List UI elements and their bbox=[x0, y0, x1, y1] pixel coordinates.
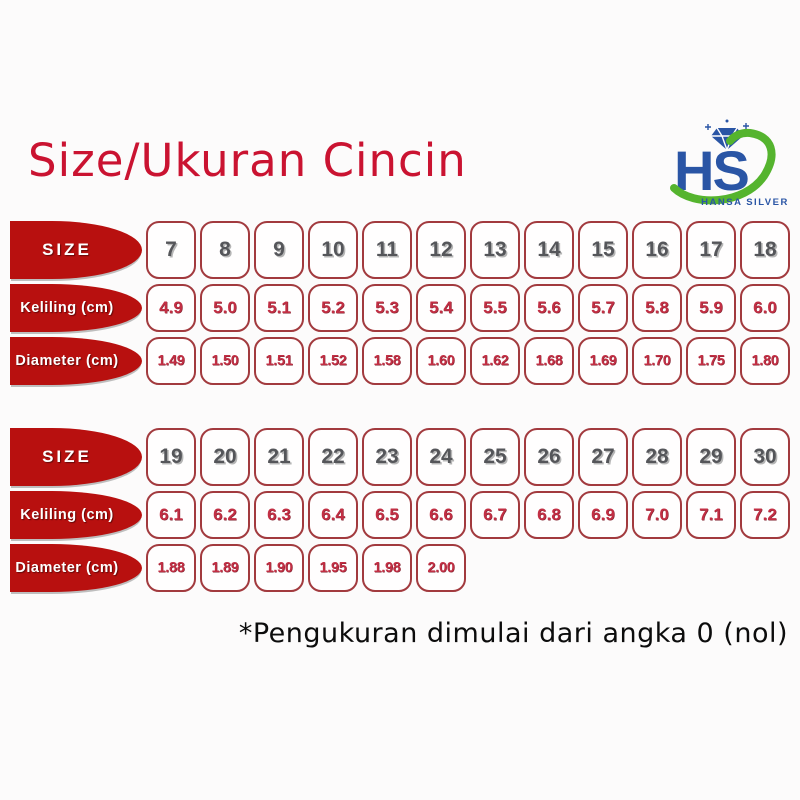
table-cell-diam: 1.58 bbox=[362, 337, 412, 385]
table-cell-kel: 6.1 bbox=[146, 491, 196, 539]
table-cell-kel: 7.1 bbox=[686, 491, 736, 539]
hansa-silver-logo-graphic bbox=[664, 112, 792, 216]
table-cell-size: 21 bbox=[254, 428, 304, 486]
table-cell-kel: 5.1 bbox=[254, 284, 304, 332]
size-table-2 bbox=[10, 428, 794, 597]
table-cell-diam: 1.95 bbox=[308, 544, 358, 592]
table-cell-kel: 6.6 bbox=[416, 491, 466, 539]
table-cell-kel: 6.7 bbox=[470, 491, 520, 539]
table-row-kel bbox=[10, 491, 794, 539]
table-cell-diam: 1.98 bbox=[362, 544, 412, 592]
table-cell-kel: 4.9 bbox=[146, 284, 196, 332]
table-cell-size: 13 bbox=[470, 221, 520, 279]
table-row-diam bbox=[10, 544, 794, 592]
table-row-size bbox=[10, 428, 794, 486]
table-cell-kel: 7.0 bbox=[632, 491, 682, 539]
table-cell-kel: 6.9 bbox=[578, 491, 628, 539]
table-row-diam bbox=[10, 337, 794, 385]
table-cell-kel: 6.0 bbox=[740, 284, 790, 332]
table-cell-kel: 5.4 bbox=[416, 284, 466, 332]
table-cell-size: 10 bbox=[308, 221, 358, 279]
table-cell-size: 26 bbox=[524, 428, 574, 486]
table-cell-size: 16 bbox=[632, 221, 682, 279]
page-title: Size/Ukuran Cincin bbox=[28, 134, 467, 187]
table-cell-size: 24 bbox=[416, 428, 466, 486]
table-cell-kel: 6.5 bbox=[362, 491, 412, 539]
table-cell-kel: 6.2 bbox=[200, 491, 250, 539]
table-cell-diam: 1.62 bbox=[470, 337, 520, 385]
table-cell-kel: 5.0 bbox=[200, 284, 250, 332]
table-cell-size: 20 bbox=[200, 428, 250, 486]
hansa-silver-logo bbox=[664, 112, 792, 216]
table-cell-kel: 5.2 bbox=[308, 284, 358, 332]
row-label-size: SIZE bbox=[10, 428, 142, 486]
table-cell-diam: 1.49 bbox=[146, 337, 196, 385]
table-row-kel bbox=[10, 284, 794, 332]
logo-wordmark: HANSA SILVER bbox=[701, 197, 789, 208]
table-cell-diam: 1.80 bbox=[740, 337, 790, 385]
table-row-size bbox=[10, 221, 794, 279]
row-label-kel: Keliling (cm) bbox=[10, 284, 142, 332]
row-label-diam: Diameter (cm) bbox=[10, 337, 142, 385]
table-cell-kel: 5.7 bbox=[578, 284, 628, 332]
table-cell-size: 19 bbox=[146, 428, 196, 486]
table-cell-kel: 7.2 bbox=[740, 491, 790, 539]
table-cell-diam: 1.70 bbox=[632, 337, 682, 385]
row-label-size: SIZE bbox=[10, 221, 142, 279]
table-cell-size: 29 bbox=[686, 428, 736, 486]
table-cell-size: 27 bbox=[578, 428, 628, 486]
table-cell-kel: 6.8 bbox=[524, 491, 574, 539]
table-cell-diam: 2.00 bbox=[416, 544, 466, 592]
table-cell-diam: 1.60 bbox=[416, 337, 466, 385]
table-cell-size: 9 bbox=[254, 221, 304, 279]
table-cell-diam: 1.51 bbox=[254, 337, 304, 385]
table-cell-kel: 5.8 bbox=[632, 284, 682, 332]
table-cell-kel: 5.3 bbox=[362, 284, 412, 332]
table-cell-size: 28 bbox=[632, 428, 682, 486]
table-cell-size: 17 bbox=[686, 221, 736, 279]
table-cell-kel: 5.9 bbox=[686, 284, 736, 332]
table-cell-size: 7 bbox=[146, 221, 196, 279]
table-cell-kel: 5.6 bbox=[524, 284, 574, 332]
row-label-kel: Keliling (cm) bbox=[10, 491, 142, 539]
measurement-footnote: *Pengukuran dimulai dari angka 0 (nol) bbox=[238, 618, 788, 649]
table-cell-diam: 1.75 bbox=[686, 337, 736, 385]
table-cell-size: 12 bbox=[416, 221, 466, 279]
table-cell-size: 18 bbox=[740, 221, 790, 279]
table-cell-kel: 6.3 bbox=[254, 491, 304, 539]
table-cell-diam: 1.90 bbox=[254, 544, 304, 592]
table-cell-size: 30 bbox=[740, 428, 790, 486]
table-cell-size: 15 bbox=[578, 221, 628, 279]
size-table-1 bbox=[10, 221, 794, 390]
table-cell-diam: 1.52 bbox=[308, 337, 358, 385]
table-cell-kel: 5.5 bbox=[470, 284, 520, 332]
table-cell-size: 11 bbox=[362, 221, 412, 279]
table-cell-kel: 6.4 bbox=[308, 491, 358, 539]
table-cell-size: 22 bbox=[308, 428, 358, 486]
table-cell-diam: 1.88 bbox=[146, 544, 196, 592]
table-cell-size: 23 bbox=[362, 428, 412, 486]
table-cell-diam: 1.89 bbox=[200, 544, 250, 592]
row-label-diam: Diameter (cm) bbox=[10, 544, 142, 592]
table-cell-diam: 1.69 bbox=[578, 337, 628, 385]
table-cell-size: 14 bbox=[524, 221, 574, 279]
logo-monogram: HS bbox=[674, 139, 748, 202]
table-cell-diam: 1.50 bbox=[200, 337, 250, 385]
table-cell-diam: 1.68 bbox=[524, 337, 574, 385]
table-cell-size: 25 bbox=[470, 428, 520, 486]
table-cell-size: 8 bbox=[200, 221, 250, 279]
